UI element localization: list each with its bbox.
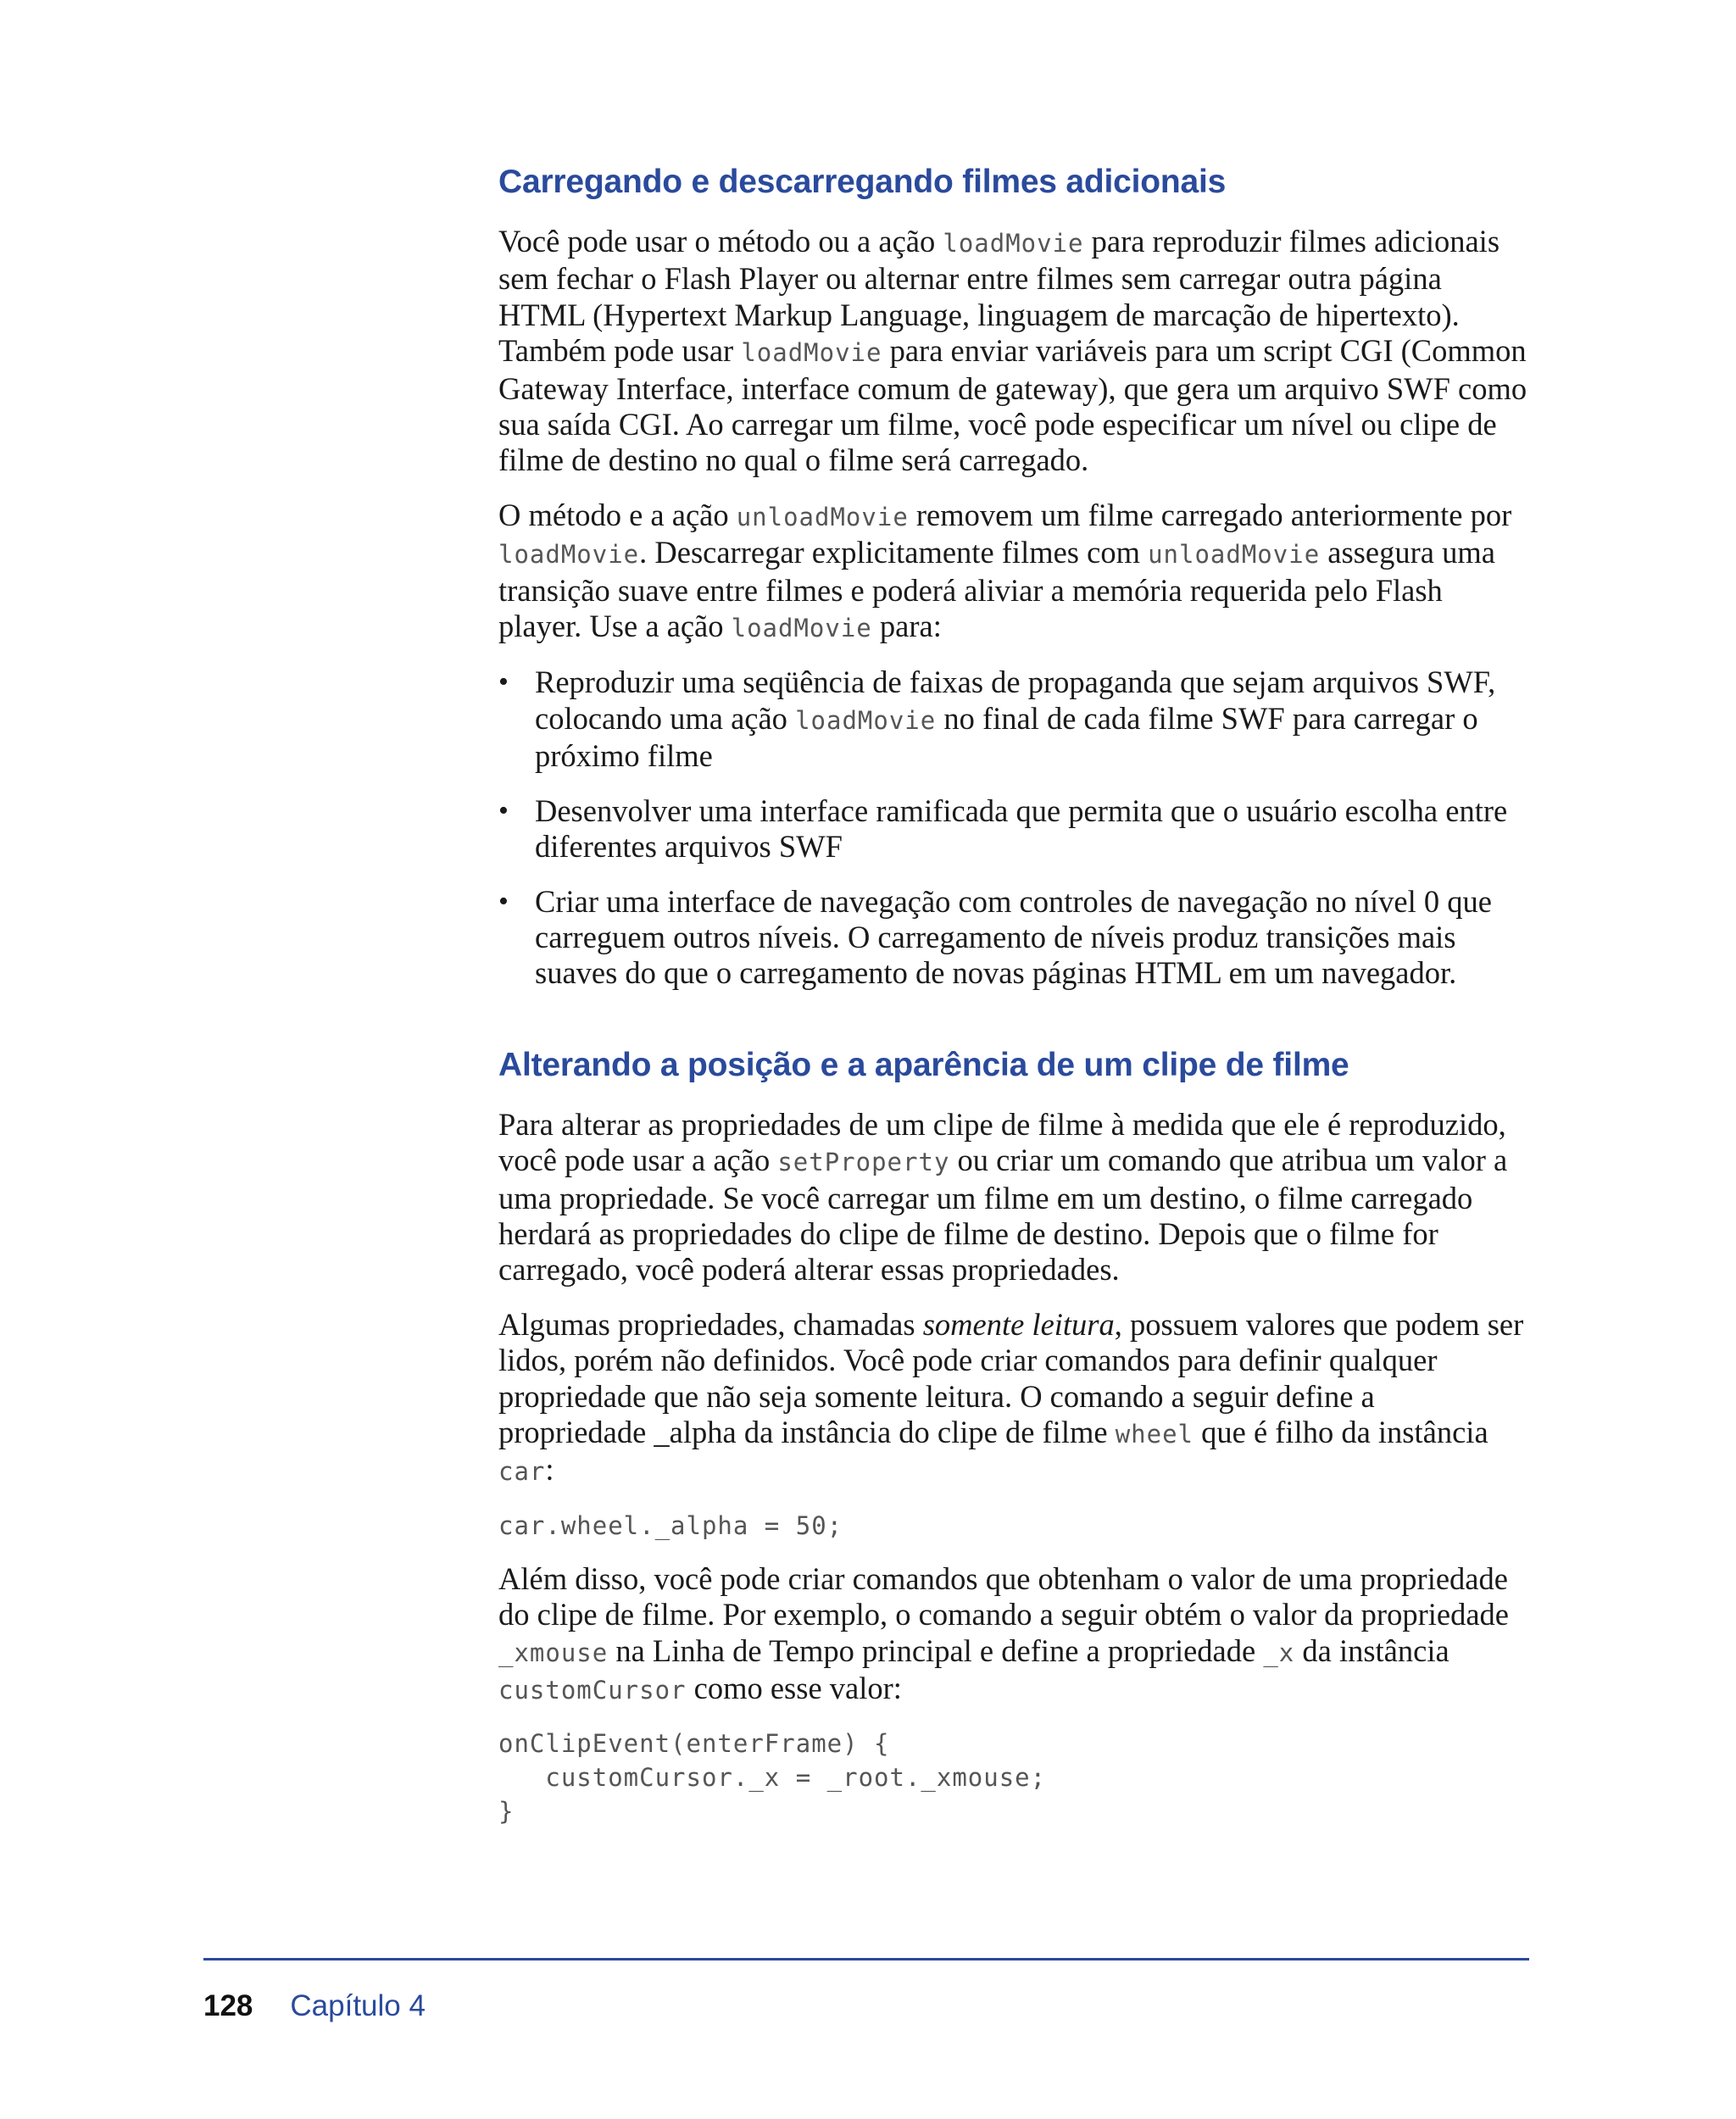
inline-code-loadmovie: loadMovie	[731, 614, 872, 643]
text-run: Além disso, você pode criar comandos que obtenham o valor de uma propriedade do clipe de filme. Por exemplo, o comando a seguir obtém o valor da propriedade	[498, 1560, 1509, 1632]
inline-code-loadmovie: loadMovie	[795, 705, 937, 735]
text-run: O método e a ação	[498, 497, 737, 532]
list-item	[498, 884, 1528, 992]
text-run: no final de cada filme SWF para carregar o próximo filme	[535, 700, 1478, 774]
emphasis-read-only: somente leitura	[922, 1306, 1115, 1342]
inline-code-setproperty: setProperty	[777, 1148, 950, 1177]
page-footer	[203, 1988, 426, 2025]
text-run: . Descarregar explicitamente filmes com	[639, 535, 1149, 570]
inline-code-car: car	[498, 1457, 546, 1487]
text-run: assegura uma transição suave entre filmes e poderá aliviar a memória requerida pelo Flash player. Use a ação	[498, 535, 1495, 644]
inline-code-loadmovie: loadMovie	[498, 540, 640, 570]
text-run: Reproduzir uma seqüência de faixas de propaganda que sejam arquivos SWF, colocando uma ação	[535, 665, 1496, 736]
text-run: na Linha de Tempo principal e define a propriedade	[608, 1632, 1264, 1668]
inline-code-unloadmovie: unloadMovie	[1148, 540, 1321, 570]
text-run: como esse valor:	[686, 1671, 902, 1705]
text-run: Algumas propriedades, chamadas	[498, 1306, 923, 1342]
bullet-icon: •	[498, 794, 509, 826]
page-number: 128	[203, 1989, 253, 2022]
text-run: :	[545, 1452, 554, 1488]
text-run: ou criar um comando que atribua um valor a uma propriedade. Se você carregar um filme em um destino, o filme carregado herdará as propriedades do clipe de filme de destino. Depois que o filme for carregado, você poderá alterar essas propriedades.	[498, 1143, 1508, 1288]
inline-code-loadmovie: loadMovie	[943, 229, 1084, 258]
text-run: Criar uma interface de navegação com controles de navegação no nível 0 que carreguem outros níveis. O carregamento de níveis produz transições mais suaves do que o carregamento de novas páginas HTML em um navegador.	[535, 883, 1492, 991]
text-run: removem um filme carregado anteriormente por	[908, 497, 1512, 532]
text-run: que é filho da instância	[1194, 1414, 1488, 1449]
section-heading-position-appearance: Alterando a posição e a aparência de um clipe de filme	[498, 1046, 1349, 1083]
bullet-icon: •	[498, 666, 509, 698]
page-content	[498, 161, 1528, 1847]
text-run: para:	[871, 609, 942, 644]
text-run: Desenvolver uma interface ramificada que permita que o usuário escolha entre diferentes arquivos SWF	[535, 793, 1508, 865]
inline-code-customcursor: customCursor	[498, 1676, 687, 1705]
bullet-list-loadmovie-uses	[498, 665, 1528, 991]
text-run: , possuem valores que podem ser lidos, porém não definidos. Você pode criar comandos para definir qualquer propriedade que não seja somente leitura. O comando a seguir define a propriedade _alpha da instância do clipe de filme	[498, 1306, 1524, 1449]
code-block-alpha: car.wheel._alpha = 50;	[498, 1510, 843, 1540]
text-run: para enviar variáveis para um script CGI (Common Gateway Interface, interface comum de gateway), que gera um arquivo SWF como sua saída CGI. Ao carregar um filme, você pode especificar um nível ou clipe de filme de destino no qual o filme será carregado.	[498, 333, 1527, 478]
paragraph-unloadmovie	[498, 498, 1528, 647]
inline-code-wheel: wheel	[1115, 1419, 1194, 1449]
inline-code-xmouse: _xmouse	[498, 1638, 609, 1667]
text-run: Para alterar as propriedades de um clipe de filme à medida que ele é reproduzido, você pode usar a ação	[498, 1106, 1506, 1178]
section-heading-loading-movies: Carregando e descarregando filmes adicionais	[498, 164, 1227, 200]
inline-code-loadmovie: loadMovie	[741, 338, 882, 368]
paragraph-get-property	[498, 1561, 1528, 1709]
inline-code-x: _x	[1263, 1638, 1295, 1667]
text-run: Você pode usar o método ou a ação	[498, 224, 943, 259]
list-item	[498, 665, 1528, 774]
chapter-label: Capítulo 4	[290, 1989, 426, 2022]
paragraph-setproperty	[498, 1107, 1528, 1288]
list-item	[498, 793, 1528, 865]
paragraph-loadmovie-intro	[498, 224, 1528, 479]
inline-code-unloadmovie: unloadMovie	[736, 502, 909, 531]
text-run: da instância	[1294, 1632, 1449, 1668]
bullet-icon: •	[498, 885, 509, 917]
code-block-clip-event: onClipEvent(enterFrame) { customCursor._x = _root._xmouse; }	[498, 1729, 1047, 1827]
paragraph-read-only-properties	[498, 1307, 1528, 1490]
text-run: para reproduzir filmes adicionais sem fechar o Flash Player ou alternar entre filmes sem carregar outra página HTML (Hypertext Markup Language, linguagem de marcação de hipertexto). Também pode usar	[498, 224, 1500, 369]
footer-divider	[203, 1958, 1529, 1960]
